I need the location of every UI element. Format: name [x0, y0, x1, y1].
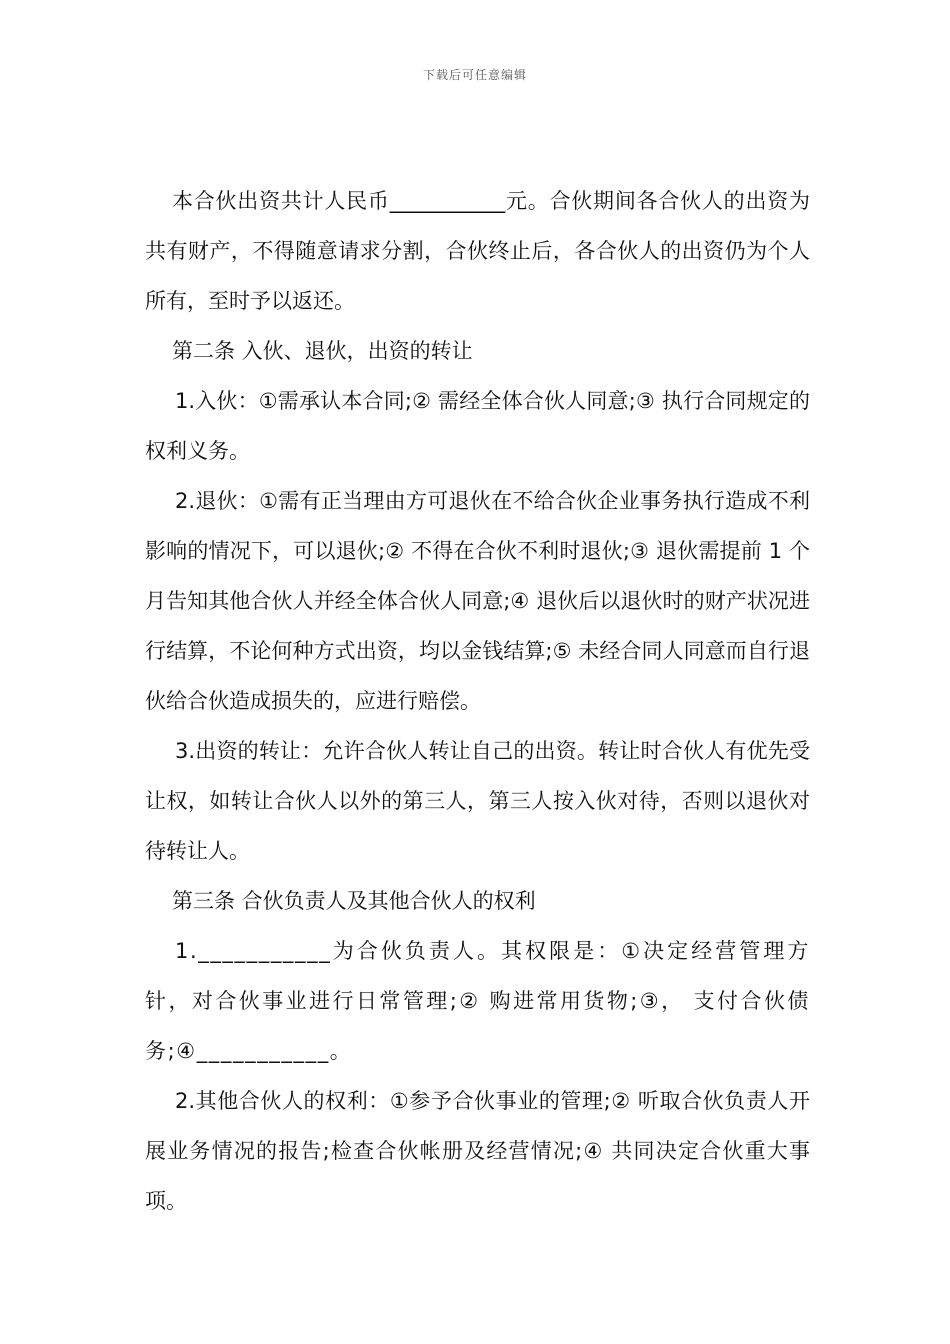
paragraph-transfer: 3.出资的转让：允许合伙人转让自己的出资。转让时合伙人有优先受让权，如转让合伙人以外的第三人，第三人按入伙对待，否则以退伙对待转让人。 — [145, 739, 810, 863]
document-body — [145, 176, 810, 1226]
paragraph-responsible-partner: 1.___________为合伙负责人。其权限是：①决定经营管理方针，对合伙事业进行日常管理;② 购进常用货物;③， 支付合伙债务;④___________。 — [145, 939, 810, 1063]
paragraph-joining: 1.入伙：①需承认本合同;② 需经全体合伙人同意;③ 执行合同规定的权利义务。 — [145, 389, 810, 463]
section-heading-article-2: 第二条 入伙、退伙，出资的转让 — [172, 339, 473, 363]
section-heading-article-3: 第三条 合伙负责人及其他合伙人的权利 — [172, 889, 536, 913]
paragraph-other-partners-rights: 2.其他合伙人的权利：①参予合伙事业的管理;② 听取合伙负责人开展业务情况的报告;检查合伙帐册及经营情况;④ 共同决定合伙重大事项。 — [145, 1089, 810, 1213]
paragraph-withdrawal: 2.退伙：①需有正当理由方可退伙在不给合伙企业事务执行造成不利影响的情况下，可以退伙;② 不得在合伙不利时退伙;③ 退伙需提前 1 个月告知其他合伙人并经全体合伙人同意;④ 退伙后以退伙时的财产状况进行结算，不论何种方式出资，均以金钱结算;⑤ 未经合同人同意而自行退伙给合伙造成损失的，应进行赔偿。 — [145, 489, 810, 713]
header-note: 下载后可任意编辑 — [422, 68, 527, 82]
paragraph-capital: 本合伙出资共计人民币___________元。合伙期间各合伙人的出资为共有财产，不得随意请求分割，合伙终止后，各合伙人的出资仍为个人所有，至时予以返还。 — [145, 189, 810, 313]
